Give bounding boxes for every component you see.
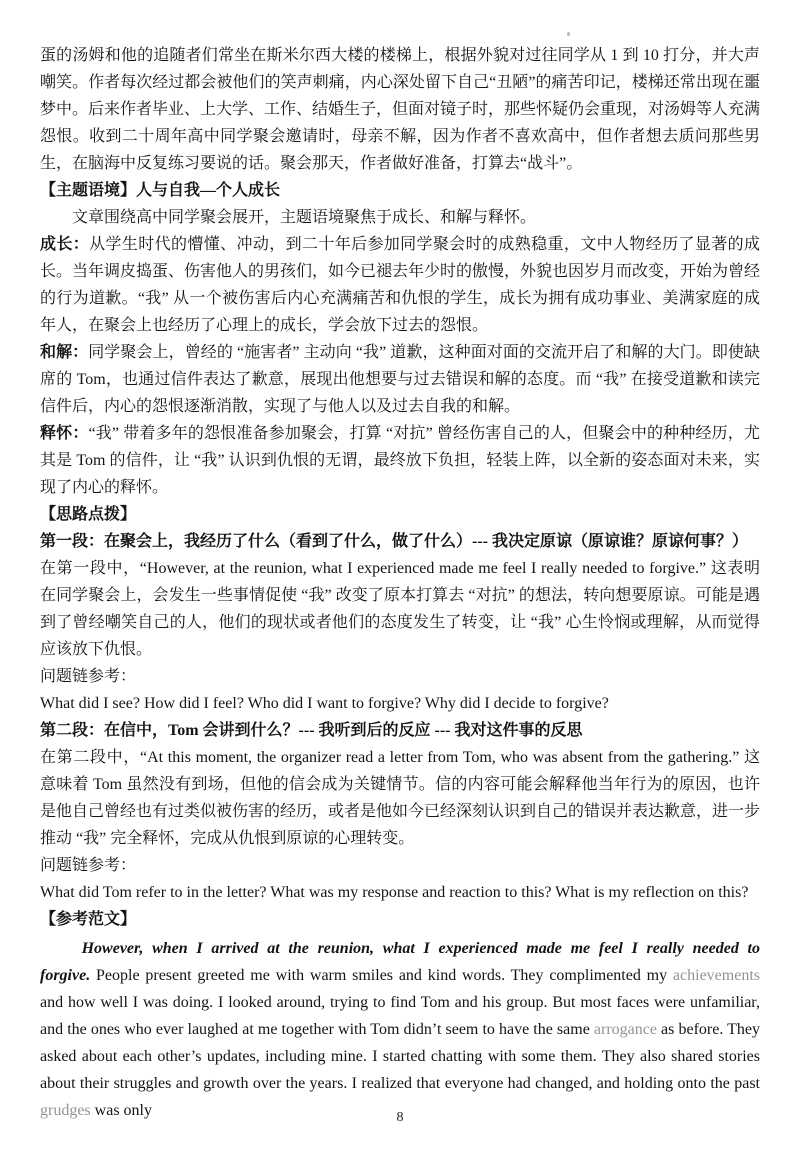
- theme-section-heading: 【主题语境】人与自我—个人成长: [40, 182, 281, 199]
- guidance-para1-analysis: 在第一段中，“However, at the reunion, what I experienced made me feel I really needed to forgive.” 这表明在同学聚会上，会发生一些事情促使 “我” 改变了原本打算去 “对抗” 的想法，转向想要原谅。可能是遇到了曾经嘲笑自己的人，他们的现状或者他们的态度发生了转变，让 “我” 心生怜悯或理解，从而觉得应该放下仇恨。: [40, 560, 760, 658]
- guidance-para1-questions: What did I see? How did I feel? Who did I want to forgive? Why did I decide to forgive?: [40, 695, 609, 712]
- release-label: 释怀：: [40, 425, 89, 442]
- scan-artifact-dot: [567, 32, 570, 36]
- page-number: 8: [396, 1110, 404, 1125]
- guidance-para2-analysis: 在第二段中，“At this moment, the organizer read a letter from Tom, who was absent from the gathering.” 这意味着 Tom 虽然没有到场，但他的信会成为关键情节。信的内容可能会解释他当年行为的原因，也许是他自己曾经也有过类似被伤害的经历，或者是他如今已经深刻认识到自己的错误并表达歉意，进一步推动 “我” 完全释怀，完成从仇恨到原谅的心理转变。: [40, 749, 761, 847]
- guidance-para2-question-label: 问题链参考：: [40, 857, 137, 874]
- theme-point-release: [40, 420, 760, 501]
- essay-segment: as before. They asked about each other’s updates, including mine. I started chatting with some them. They also shared stories about their struggles and growth over the years. I realized that everyone had changed, and holding onto the past: [40, 1021, 760, 1092]
- theme-point-reconciliation: [40, 339, 760, 420]
- essay-segment: People present greeted me with warm smiles and kind words. They complimented my: [90, 967, 673, 984]
- release-text: “我” 带着多年的怨恨准备参加聚会，打算 “对抗” 曾经伤害自己的人，但聚会中的种种经历，尤其是 Tom 的信件，让 “我” 认识到仇恨的无谓，最终放下负担，轻装上阵，以全新的姿态面对未来，实现了内心的释怀。: [40, 425, 760, 496]
- theme-overview: 文章围绕高中同学聚会展开，主题语境聚焦于成长、和解与释怀。: [72, 209, 537, 226]
- growth-text: 从学生时代的懵懂、冲动，到二十年后参加同学聚会时的成熟稳重，文中人物经历了显著的成长。当年调皮捣蛋、伤害他人的男孩们，如今已褪去年少时的傲慢，外貌也因岁月而改变，开始为曾经的行为道歉。“我” 从一个被伤害后内心充满痛苦和仇恨的学生，成长为拥有成功事业、美满家庭的成年人，在聚会上也经历了心理上的成长，学会放下过去的怨恨。: [40, 236, 761, 334]
- guidance-section-heading: 【思路点拨】: [40, 506, 137, 523]
- reconciliation-text: 同学聚会上，曾经的 “施害者” 主动向 “我” 道歉，这种面对面的交流开启了和解的大门。即使缺席的 Tom，也通过信件表达了歉意，展现出他想要与过去错误和解的态度。而 “我” 在接受道歉和读完信件后，内心的怨恨逐渐消散，实现了与他人以及过去自我的和解。: [40, 344, 760, 415]
- essay-segment: was only: [90, 1102, 152, 1119]
- essay-opening-sentence: However, when I arrived at the reunion, what I experienced made me feel I really needed to forgive.: [40, 940, 760, 984]
- growth-label: 成长：: [40, 236, 90, 253]
- guidance-para1-title: 第一段：在聚会上，我经历了什么（看到了什么，做了什么）--- 我决定原谅（原谅谁？原谅何事？）: [40, 533, 748, 550]
- guidance-para2-title: 第二段：在信中，Tom 会讲到什么？--- 我听到后的反应 --- 我对这件事的反思: [40, 722, 583, 739]
- essay-highlight-word: grudges: [40, 1102, 91, 1119]
- intro-paragraph: 蛋的汤姆和他的追随者们常坐在斯米尔西大楼的楼梯上，根据外貌对过往同学从 1 到 10 打分，并大声嘲笑。作者每次经过都会被他们的笑声刺痛，内心深处留下自己“丑陋”的痛苦印记，楼梯还常出现在噩梦中。后来作者毕业、上大学、工作、结婚生子，但面对镜子时，那些怀疑仍会重现，对汤姆等人充满怨恨。收到二十周年高中同学聚会邀请时，母亲不解，因为作者不喜欢高中，但作者想去质问那些男生，在脑海中反复练习要说的话。聚会那天，作者做好准备，打算去“战斗”。: [40, 47, 761, 172]
- reconciliation-label: 和解：: [40, 344, 89, 361]
- guidance-para1-question-label: 问题链参考：: [40, 668, 137, 685]
- essay-section-heading: 【参考范文】: [40, 911, 137, 928]
- essay-highlight-word: achievements: [672, 967, 760, 984]
- essay-highlight-word: arrogance: [593, 1021, 657, 1038]
- essay-segment: and how well I was doing. I looked around, trying to find Tom and his group. But most faces were unfamiliar, and the ones who ever laughed at me together with Tom didn’t seem to have the same: [40, 994, 760, 1038]
- model-essay-paragraph: [40, 935, 760, 1124]
- theme-point-growth: [40, 231, 760, 339]
- guidance-para2-questions: What did Tom refer to in the letter? What was my response and reaction to this? What is my reflection on this?: [40, 884, 749, 901]
